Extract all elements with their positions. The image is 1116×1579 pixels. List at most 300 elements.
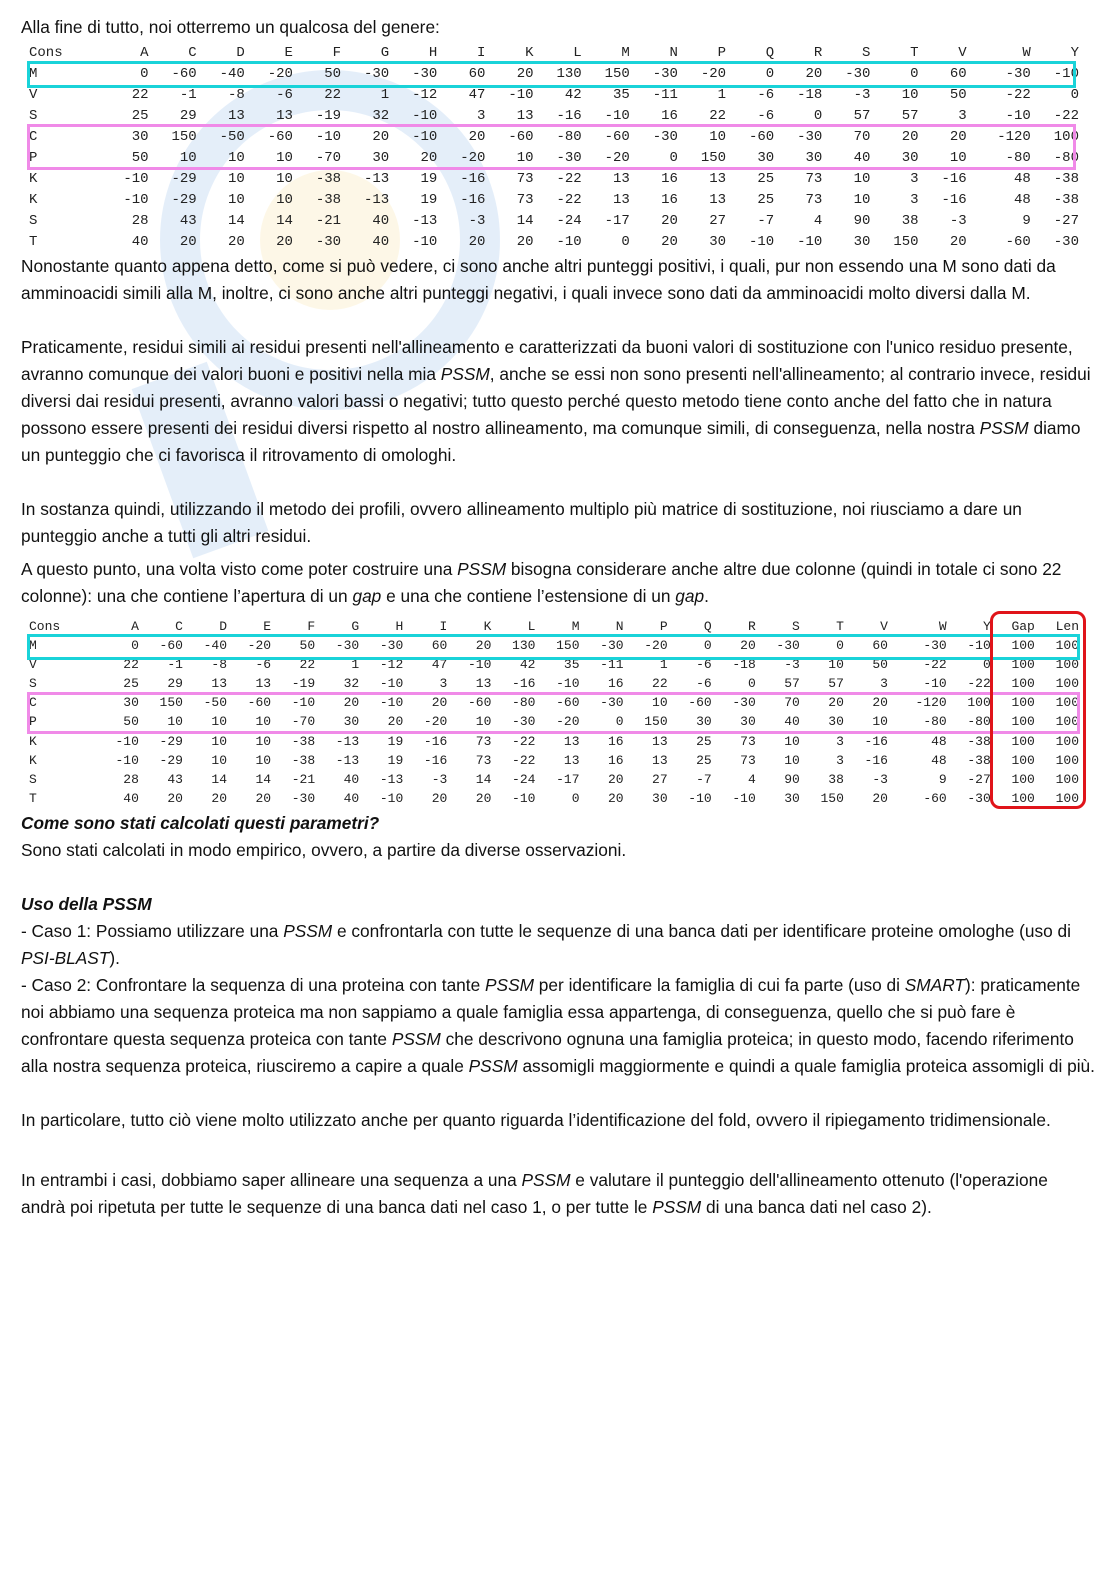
pssm-cell: 4 <box>813 213 823 229</box>
pssm-cell: -10 <box>1053 66 1079 82</box>
pssm-cell: 73 <box>805 171 823 187</box>
pssm-row <box>21 64 1079 85</box>
pssm-gap-cell: K <box>29 733 37 749</box>
pssm-gap-cell: 25 <box>123 676 139 692</box>
pssm-cell: 10 <box>276 192 293 208</box>
pssm-gap-cell: 25 <box>696 733 712 749</box>
pssm-gap-header-cell: Len <box>1055 619 1079 634</box>
pssm-cell: 38 <box>901 213 919 229</box>
pssm-gap-cell: 1 <box>351 657 360 673</box>
pssm-gap-cell: -10 <box>379 695 404 711</box>
pssm-cell: 48 <box>1013 192 1031 208</box>
pssm-gap-cell: -22 <box>967 676 991 692</box>
pssm-cell: 50 <box>131 150 149 166</box>
pssm-cell: 25 <box>757 171 775 187</box>
pssm-gap-cell: -21 <box>291 771 316 787</box>
pssm-header-row <box>21 43 1079 64</box>
pssm-cell: -16 <box>941 171 967 187</box>
pssm-gap-cell: 28 <box>123 771 139 787</box>
pssm-gap-header-cell: V <box>880 619 888 634</box>
pssm-header-cell: V <box>958 45 967 61</box>
pssm-gap-cell: 57 <box>828 676 844 692</box>
pssm-cell: 73 <box>805 192 823 208</box>
pssm-gap-cell: S <box>29 771 37 787</box>
pssm-gap-cell: 0 <box>836 638 844 654</box>
pssm-gap-cell: 10 <box>784 733 800 749</box>
pssm-header-cell: Cons <box>29 45 63 61</box>
pssm-cell: 20 <box>227 234 245 250</box>
pssm-gap-row <box>21 693 1079 712</box>
pssm-cell: 20 <box>179 234 197 250</box>
pssm-gap-cell: 73 <box>475 752 492 768</box>
pssm-header-cell: I <box>477 45 486 61</box>
pssm-gap-cell: 14 <box>255 771 272 787</box>
pssm-cell: 30 <box>131 129 149 145</box>
pssm-gap-cell: 57 <box>784 676 800 692</box>
pssm-gap-cell: 10 <box>211 714 228 730</box>
paragraph-caso-2: - Caso 2: Confrontare la sequenza di una proteina con tante PSSM per identificare la famiglia di cui fa parte (uso di SMART): praticamente noi abbiamo una sequenza proteica ma non sappiamo a quale famiglia essa appartenga, di conseguenza, quello che si può fare è confrontare questa sequenza proteica con tante PSSM che descrivono ognuna una famiglia proteica; in questo modo, facendo riferimento alla nostra sequenza proteica, riusciremo a capire a quale PSSM assomigli maggiormente e quindi a quale famiglia proteica assomigli di più. <box>21 975 1095 1076</box>
pssm-gap-cell: -16 <box>864 752 888 768</box>
pssm-gap-cell: -16 <box>423 733 448 749</box>
pssm-cell: -30 <box>315 234 342 250</box>
pssm-gap-cell: 100 <box>1011 676 1035 692</box>
pssm-header-cell: E <box>284 45 293 61</box>
pssm-gap-cell: 29 <box>167 676 183 692</box>
pssm-gap-cell: -22 <box>512 752 536 768</box>
pssm-cell: 14 <box>516 213 534 229</box>
pssm-gap-cell: -10 <box>115 733 139 749</box>
pssm-gap-cell: 3 <box>880 676 888 692</box>
pssm-gap-cell: -38 <box>967 752 991 768</box>
pssm-cell: 22 <box>324 87 342 103</box>
pssm-cell: 3 <box>477 108 486 124</box>
pssm-cell: T <box>29 234 38 250</box>
pssm-cell: 57 <box>853 108 871 124</box>
pssm-gap-cell: -60 <box>556 695 580 711</box>
pssm-gap-cell: 40 <box>123 790 139 806</box>
pssm-cell: M <box>29 66 38 82</box>
pssm-gap-cell: 9 <box>938 771 947 787</box>
pssm-cell: -10 <box>123 171 149 187</box>
pssm-gap-cell: 16 <box>607 733 624 749</box>
pssm-cell: 13 <box>516 108 534 124</box>
pssm-gap-cell: 0 <box>615 714 624 730</box>
pssm-cell: 10 <box>227 171 245 187</box>
pssm-cell: -10 <box>508 87 534 103</box>
pssm-gap-cell: 30 <box>696 714 712 730</box>
pssm-row <box>21 106 1079 127</box>
pssm-row <box>21 211 1079 232</box>
pssm-gap-cell: 22 <box>299 657 316 673</box>
pssm-gap-cell: -22 <box>923 657 947 673</box>
pssm-gap-cell: 20 <box>431 695 448 711</box>
pssm-gap-header-cell: H <box>395 619 404 634</box>
pssm-gap-header-cell: R <box>747 619 756 634</box>
pssm-gap-header-cell: K <box>483 619 492 634</box>
pssm-cell: 35 <box>612 87 630 103</box>
pssm-cell: -20 <box>700 66 727 82</box>
pssm-gap-cell: 10 <box>475 714 492 730</box>
question-heading: Come sono stati calcolati questi parametri? <box>21 813 380 833</box>
pssm-cell: 10 <box>516 150 534 166</box>
pssm-gap-cell: 100 <box>1011 638 1035 654</box>
pssm-gap-cell: -10 <box>923 676 947 692</box>
pssm-gap-header-cell: N <box>615 619 624 634</box>
pssm-gap-cell: -70 <box>291 714 316 730</box>
pssm-gap-cell: 50 <box>872 657 888 673</box>
pssm-gap-cell: -40 <box>203 638 228 654</box>
pssm-row <box>21 169 1079 190</box>
pssm-cell: -30 <box>556 150 582 166</box>
pssm-cell: 13 <box>709 171 727 187</box>
pssm-gap-cell: -11 <box>600 657 624 673</box>
pssm-gap-cell: -6 <box>696 657 712 673</box>
pssm-cell: 25 <box>757 192 775 208</box>
pssm-header-cell: T <box>910 45 919 61</box>
pssm-gap-cell: 20 <box>475 638 492 654</box>
pssm-gap-row <box>21 751 1079 770</box>
pssm-gap-cell: -60 <box>159 638 183 654</box>
pssm-header-cell: Y <box>1070 45 1079 61</box>
answer-text: Sono stati calcolati in modo empirico, ovvero, a partire da diverse osservazioni. <box>21 840 627 860</box>
pssm-cell: 100 <box>1053 129 1079 145</box>
pssm-header-cell: F <box>332 45 342 61</box>
pssm-cell: -50 <box>219 129 245 145</box>
pssm-cell: 42 <box>564 87 582 103</box>
pssm-cell: -38 <box>1053 171 1079 187</box>
pssm-gap-cell: 150 <box>820 790 844 806</box>
pssm-gap-cell: -10 <box>688 790 712 806</box>
pssm-cell: 150 <box>893 234 919 250</box>
paragraph-profiles: In sostanza quindi, utilizzando il metodo dei profili, ovvero allineamento multiplo più matrice di sostituzione, noi riusciamo a dare un punteggio anche a tutti gli altri residui. <box>21 499 1022 546</box>
pssm-cell: -6 <box>757 87 775 103</box>
pssm-cell: 10 <box>709 129 727 145</box>
pssm-gap-cell: 100 <box>1055 733 1079 749</box>
pssm-cell: 19 <box>420 192 438 208</box>
pssm-gap-cell: 35 <box>563 657 580 673</box>
pssm-cell: -30 <box>845 66 871 82</box>
pssm-cell: -29 <box>171 171 197 187</box>
pssm-cell: -19 <box>315 108 342 124</box>
pssm-cell: 22 <box>709 108 727 124</box>
pssm-cell: -3 <box>949 213 967 229</box>
pssm-row <box>21 232 1079 253</box>
pssm-cell: 30 <box>372 150 390 166</box>
pssm-gap-cell: -13 <box>379 771 404 787</box>
pssm-gap-cell: -30 <box>732 695 756 711</box>
pssm-gap-cell: 20 <box>740 638 756 654</box>
pssm-cell: 13 <box>612 192 630 208</box>
pssm-gap-cell: 1 <box>659 657 668 673</box>
pssm-gap-cell: -29 <box>159 733 183 749</box>
pssm-cell: K <box>29 192 38 208</box>
pssm-gap-cell: 100 <box>1055 657 1079 673</box>
pssm-gap-cell: 150 <box>159 695 183 711</box>
pssm-cell: 32 <box>372 108 390 124</box>
pssm-gap-cell: 20 <box>828 695 844 711</box>
pssm-gap-cell: -10 <box>512 790 536 806</box>
pssm-gap-cell: 0 <box>571 790 580 806</box>
pssm-cell: 30 <box>805 150 823 166</box>
pssm-cell: -13 <box>363 192 390 208</box>
pssm-gap-cell: -30 <box>600 638 624 654</box>
pssm-gap-cell: 20 <box>431 790 448 806</box>
pssm-gap-cell: -10 <box>115 752 139 768</box>
pssm-gap-cell: -3 <box>784 657 800 673</box>
pssm-gap-cell: 4 <box>747 771 756 787</box>
pssm-cell: 3 <box>910 192 919 208</box>
pssm-gap-cell: -80 <box>967 714 991 730</box>
pssm-header-cell: Q <box>765 45 775 61</box>
pssm-header-cell: W <box>1022 45 1031 61</box>
pssm-gap-cell: 14 <box>211 771 228 787</box>
pssm-gap-cell: P <box>29 714 37 730</box>
pssm-gap-cell: 13 <box>563 752 580 768</box>
pssm-cell: -80 <box>556 129 582 145</box>
pssm-cell: 20 <box>468 129 486 145</box>
pssm-cell: 20 <box>949 234 967 250</box>
pssm-cell: 0 <box>765 66 775 82</box>
pssm-gap-cell: 70 <box>784 695 800 711</box>
pssm-cell: 57 <box>901 108 919 124</box>
pssm-cell: 20 <box>420 150 438 166</box>
pssm-gap-cell: 10 <box>255 714 272 730</box>
pssm-gap-cell: 13 <box>652 733 668 749</box>
pssm-gap-cell: 100 <box>1011 790 1035 806</box>
pssm-header-cell: M <box>621 45 630 61</box>
pssm-gap-cell: 50 <box>123 714 139 730</box>
pssm-cell: 10 <box>179 150 197 166</box>
pssm-cell: -10 <box>556 234 582 250</box>
pssm-header-cell: H <box>428 45 438 61</box>
paragraph-caso-1: - Caso 1: Possiamo utilizzare una PSSM e confrontarla con tutte le sequenze di una banca dati per identificare proteine omologhe (uso di PSI-BLAST). <box>21 921 1071 968</box>
pssm-cell: 19 <box>420 171 438 187</box>
pssm-cell: 10 <box>227 150 245 166</box>
pssm-gap-cell: 150 <box>556 638 580 654</box>
pssm-gap-cell: 20 <box>255 790 272 806</box>
pssm-cell: -60 <box>1005 234 1031 250</box>
pssm-cell: -80 <box>1005 150 1031 166</box>
pssm-cell: -16 <box>460 192 486 208</box>
pssm-gap-cell: 40 <box>784 714 800 730</box>
pssm-cell: S <box>29 213 38 229</box>
pssm-gap-cell: -10 <box>291 695 316 711</box>
pssm-cell: 60 <box>468 66 486 82</box>
pssm-gap-cell: -24 <box>512 771 536 787</box>
pssm-cell: -10 <box>604 108 630 124</box>
pssm-cell: 22 <box>131 87 149 103</box>
pssm-cell: -18 <box>797 87 823 103</box>
pssm-cell: 50 <box>324 66 342 82</box>
pssm-cell: -6 <box>276 87 293 103</box>
pssm-gap-cell: -1 <box>167 657 183 673</box>
pssm-table <box>21 43 1079 253</box>
pssm-cell: 20 <box>516 234 534 250</box>
pssm-cell: -16 <box>460 171 486 187</box>
pssm-gap-cell: 13 <box>255 676 272 692</box>
pssm-cell: 16 <box>661 192 678 208</box>
pssm-cell: 20 <box>661 234 678 250</box>
pssm-gap-cell: -22 <box>512 733 536 749</box>
pssm-cell: -29 <box>171 192 197 208</box>
pssm-gap-cell: 13 <box>211 676 228 692</box>
pssm-gap-cell: -38 <box>967 733 991 749</box>
pssm-gap-cell: 48 <box>931 733 947 749</box>
pssm-gap-cell: T <box>29 790 37 806</box>
pssm-cell: -80 <box>1053 150 1079 166</box>
pssm-gap-cell: 3 <box>439 676 448 692</box>
pssm-cell: -30 <box>412 66 438 82</box>
pssm-gap-cell: 16 <box>607 676 624 692</box>
pssm-cell: -10 <box>412 234 438 250</box>
pssm-gap-cell: 32 <box>343 676 360 692</box>
pssm-gap-cell: -3 <box>431 771 448 787</box>
pssm-gap-cell: 10 <box>652 695 668 711</box>
pssm-cell: 28 <box>131 213 149 229</box>
pssm-cell: 29 <box>179 108 197 124</box>
pssm-gap-cell: 50 <box>299 638 316 654</box>
pssm-gap-cell: 60 <box>431 638 448 654</box>
pssm-gap-cell: 100 <box>967 695 991 711</box>
pssm-gap-header-cell: I <box>439 619 448 634</box>
pssm-cell: -10 <box>797 234 823 250</box>
pssm-gap-cell: 10 <box>255 752 272 768</box>
pssm-gap-cell: -30 <box>967 790 991 806</box>
pssm-gap-cell: -30 <box>379 638 404 654</box>
pssm-gap-cell: 100 <box>1055 676 1079 692</box>
pssm-cell: 150 <box>604 66 630 82</box>
pssm-cell: -30 <box>652 66 678 82</box>
pssm-cell: 130 <box>556 66 582 82</box>
pssm-header-cell: N <box>669 45 678 61</box>
pssm-gap-cell: 10 <box>211 752 228 768</box>
pssm-cell: 14 <box>276 213 293 229</box>
pssm-cell: 30 <box>853 234 871 250</box>
pssm-cell: -60 <box>267 129 293 145</box>
pssm-cell: -16 <box>941 192 967 208</box>
pssm-cell: -10 <box>123 192 149 208</box>
pssm-cell: -3 <box>853 87 871 103</box>
pssm-gap-cell: K <box>29 752 37 768</box>
pssm-gap-cell: -17 <box>556 771 580 787</box>
pssm-gap-cell: 20 <box>872 790 888 806</box>
pssm-gap-cell: 13 <box>563 733 580 749</box>
pssm-header-cell: L <box>573 45 582 61</box>
pssm-gap-cell: 30 <box>740 714 756 730</box>
pssm-cell: 0 <box>621 234 630 250</box>
pssm-header-cell: S <box>862 45 871 61</box>
pssm-gap-cell: 100 <box>1011 714 1035 730</box>
pssm-gap-cell: 0 <box>131 638 139 654</box>
pssm-cell: 1 <box>717 87 727 103</box>
pssm-cell: 90 <box>853 213 871 229</box>
pssm-gap-row <box>21 674 1079 693</box>
pssm-cell: 20 <box>661 213 678 229</box>
pssm-gap-cell: 10 <box>828 657 844 673</box>
pssm-cell: -22 <box>1053 108 1079 124</box>
pssm-cell: 20 <box>468 234 486 250</box>
pssm-gap-row <box>21 732 1079 751</box>
pssm-gap-cell: -20 <box>644 638 668 654</box>
pssm-cell: 0 <box>813 108 823 124</box>
pssm-gap-header-cell: T <box>836 619 844 634</box>
pssm-cell: -6 <box>757 108 775 124</box>
pssm-gap-cell: 42 <box>519 657 536 673</box>
pssm-gap-cell: -60 <box>923 790 947 806</box>
pssm-gap-cell: 100 <box>1055 771 1079 787</box>
pssm-gap-cell: 10 <box>872 714 888 730</box>
pssm-gap-cell: -30 <box>512 714 536 730</box>
pssm-cell: 16 <box>661 108 678 124</box>
pssm-gap-cell: 20 <box>872 695 888 711</box>
pssm-gap-cell: -38 <box>291 752 316 768</box>
pssm-gap-cell: V <box>29 657 37 673</box>
pssm-gap-cell: -13 <box>335 733 360 749</box>
pssm-gap-header-cell: M <box>571 619 580 634</box>
pssm-gap-cell: -16 <box>512 676 536 692</box>
pssm-gap-cell: -38 <box>291 733 316 749</box>
pssm-gap-cell: 10 <box>255 733 272 749</box>
pssm-gap-header-cell: Cons <box>29 619 61 634</box>
pssm-cell: 0 <box>1070 87 1079 103</box>
pssm-gap-cell: 10 <box>211 733 228 749</box>
pssm-header-cell: G <box>380 45 390 61</box>
pssm-gap-header-cell: S <box>792 619 800 634</box>
pssm-cell: -27 <box>1053 213 1079 229</box>
pssm-cell: 10 <box>901 87 919 103</box>
pssm-header-cell: P <box>717 45 727 61</box>
intro-text: Alla fine di tutto, noi otterremo un qualcosa del genere: <box>21 17 440 37</box>
pssm-gap-cell: -18 <box>732 657 756 673</box>
pssm-gap-cell: -30 <box>335 638 360 654</box>
pssm-gap-cell: -6 <box>696 676 712 692</box>
pssm-gap-cell: 47 <box>431 657 448 673</box>
pssm-cell: -11 <box>652 87 678 103</box>
pssm-cell: 10 <box>853 192 871 208</box>
pssm-cell: -30 <box>797 129 823 145</box>
pssm-gap-cell: 19 <box>387 752 404 768</box>
pssm-cell: 3 <box>958 108 967 124</box>
pssm-gap-cell: 90 <box>784 771 800 787</box>
pssm-gap-cell: -10 <box>467 657 492 673</box>
pssm-cell: -40 <box>219 66 245 82</box>
pssm-gap-cell: 150 <box>644 714 668 730</box>
pssm-gap-header-cell: C <box>175 619 183 634</box>
pssm-gap-cell: 100 <box>1011 771 1035 787</box>
pssm-gap-cell: 0 <box>982 657 991 673</box>
pssm-gap-cell: -30 <box>600 695 624 711</box>
pssm-gap-cell: 100 <box>1055 714 1079 730</box>
pssm-gap-cell: 14 <box>475 771 492 787</box>
pssm-gap-header-row <box>21 617 1079 636</box>
pssm-cell: C <box>29 129 38 145</box>
pssm-gap-cell: 73 <box>740 752 756 768</box>
pssm-gap-cell: 30 <box>784 790 800 806</box>
pssm-gap-cell: 20 <box>343 695 360 711</box>
pssm-gap-cell: -60 <box>688 695 712 711</box>
pssm-cell: -10 <box>748 234 775 250</box>
pssm-gap-header-cell: L <box>527 619 536 634</box>
pssm-gap-header-cell: A <box>131 619 139 634</box>
pssm-cell: -12 <box>412 87 438 103</box>
pssm-gap-header-cell: G <box>351 619 360 634</box>
pssm-gap-cell: C <box>29 695 37 711</box>
pssm-cell: -8 <box>227 87 245 103</box>
pssm-cell: 16 <box>661 171 678 187</box>
pssm-gap-cell: 20 <box>211 790 228 806</box>
pssm-gap-cell: -16 <box>423 752 448 768</box>
pssm-gap-cell: 43 <box>167 771 183 787</box>
